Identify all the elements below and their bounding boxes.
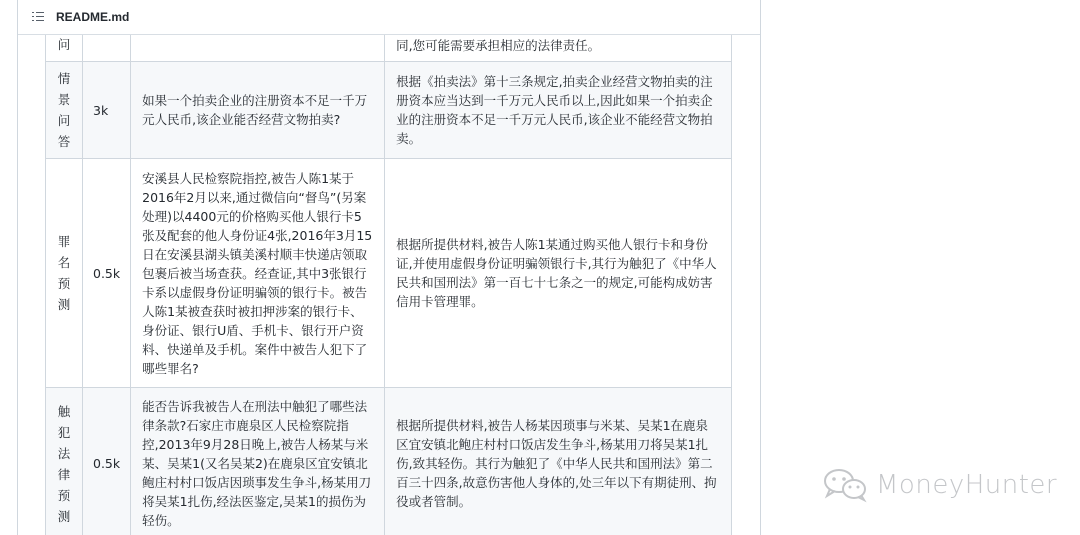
wechat-icon xyxy=(822,467,870,503)
question-cell: 能否告诉我被告人在刑法中触犯了哪些法律条款?石家庄市鹿泉区人民检察院指控,2013年9月28日晚上,被告人杨某与米某、吴某1(又名吴某2)在鹿泉区宜安镇北鲍庄村村口饭店因琐事发生争斗,杨某用刀将吴某1扎伤,经法医鉴定,吴某1的损伤为轻伤。 xyxy=(131,388,385,535)
size-cell: 0.5k xyxy=(83,388,131,535)
table-row xyxy=(46,388,732,535)
readme-panel xyxy=(17,0,761,535)
size-cell: 0.5k xyxy=(83,159,131,388)
table-row xyxy=(46,159,732,388)
list-icon[interactable] xyxy=(32,12,44,22)
qa-table xyxy=(45,0,732,535)
size-cell: 3k xyxy=(83,62,131,159)
watermark-text: MoneyHunter xyxy=(876,470,1058,500)
answer-cell: 根据《拍卖法》第十三条规定,拍卖企业经营文物拍卖的注册资本应当达到一千万元人民币以上,因此如果一个拍卖企业的注册资本不足一千万元人民币,该企业不能经营文物拍卖。 xyxy=(385,62,732,159)
category-cell: 罪名预测 xyxy=(46,159,83,388)
watermark xyxy=(822,467,1057,503)
file-title: README.md xyxy=(56,10,130,24)
table-row xyxy=(46,62,732,159)
answer-cell: 根据所提供材料,被告人杨某因琐事与米某、吴某1在鹿泉区宜安镇北鲍庄村村口饭店发生争斗,杨某用刀将吴某1扎伤,致其轻伤。其行为触犯了《中华人民共和国刑法》第二百三十四条,故意伤害他人身体的,处三年以下有期徒刑、拘役或者管制。 xyxy=(385,388,732,535)
file-header xyxy=(18,0,760,35)
question-cell: 安溪县人民检察院指控,被告人陈1某于2016年2月以来,通过微信向“督鸟”(另案处理)以4400元的价格购买他人银行卡5张及配套的他人身份证4张,2016年3月15日在安溪县湖头镇美溪村顺丰快递店领取包裹后被当场查获。经查证,其中3张银行卡系以虚假身份证明骗领的银行卡。被告人陈1某被查获时被扣押涉案的银行卡、身份证、银行U盾、手机卡、银行开户资料、快递单及手机。案件中被告人犯下了哪些罪名? xyxy=(131,159,385,388)
question-cell: 如果一个拍卖企业的注册资本不足一千万元人民币,该企业能否经营文物拍卖? xyxy=(131,62,385,159)
category-cell: 情景问答 xyxy=(46,62,83,159)
answer-cell: 根据所提供材料,被告人陈1某通过购买他人银行卡和身份证,并使用虚假身份证明骗领银行卡,其行为触犯了《中华人民共和国刑法》第一百七十七条之一的规定,可能构成妨害信用卡管理罪。 xyxy=(385,159,732,388)
answer-cell: 同,您可能需要承担相应的法律责任。 xyxy=(385,0,732,62)
category-cell: 触犯法律预测 xyxy=(46,388,83,535)
category-cell: 问 xyxy=(46,0,83,62)
